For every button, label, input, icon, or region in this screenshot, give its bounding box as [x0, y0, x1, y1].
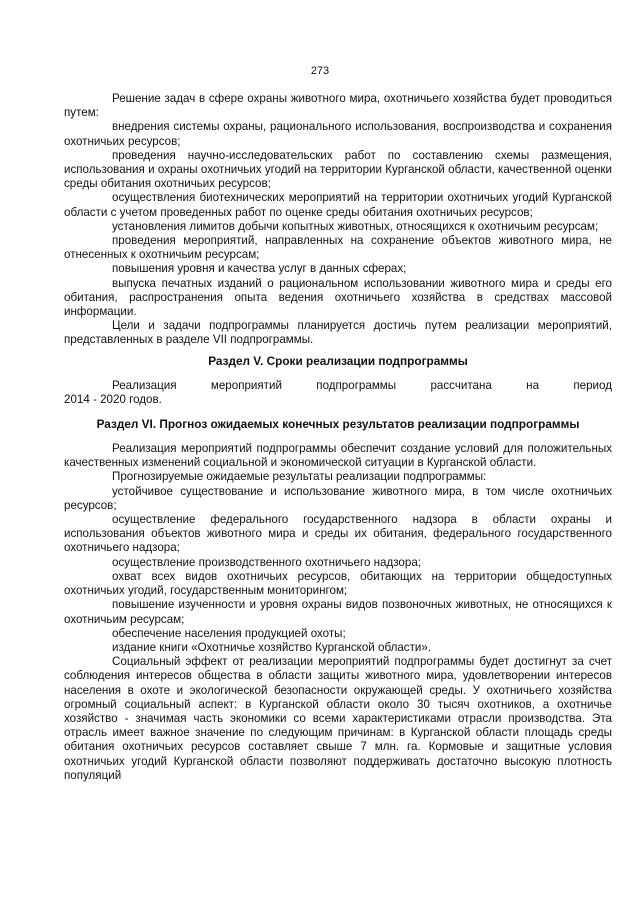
- paragraph: устойчивое существование и использование животного мира, в том числе охотничьих ресурсов;: [64, 484, 612, 512]
- paragraph: повышение изученности и уровня охраны видов позвоночных животных, не относящихся к охотничьим ресурсам;: [64, 598, 612, 626]
- section-6-heading: Раздел VI. Прогноз ожидаемых конечных результатов реализации подпрограммы: [96, 417, 580, 432]
- paragraph: повышения уровня и качества услуг в данных сферах;: [112, 262, 407, 276]
- paragraph: выпуска печатных изданий о рациональном использовании животного мира и среды его обитания, распространения опыта ведения охотничьего хозяйства в средствах массовой информации.: [64, 276, 612, 319]
- paragraph: установления лимитов добычи копытных животных, относящихся к охотничьим ресурсам;: [112, 219, 599, 233]
- paragraph: внедрения системы охраны, рационального использования, воспроизводства и сохранения охотничьих ресурсов;: [64, 120, 612, 148]
- paragraph: осуществления биотехнических мероприятий на территории охотничьих угодий Курганской области с учетом проведенных работ по оценке среды обитания охотничьих ресурсов;: [64, 191, 612, 219]
- page-content: [64, 92, 612, 783]
- paragraph: проведения научно-исследовательских работ по составлению схемы размещения, использования и охраны охотничьих угодий на территории Курганской области, качественной оценки среды обитания охотничьих ресурсов;: [64, 148, 612, 191]
- paragraph: охват всех видов охотничьих ресурсов, обитающих на территории общедоступных охотничьих угодий, государственным мониторингом;: [64, 569, 612, 598]
- paragraph: обеспечение населения продукцией охоты;: [112, 626, 346, 640]
- paragraph: Прогнозируемые ожидаемые результаты реализации подпрограммы:: [112, 470, 487, 484]
- paragraph: издание книги «Охотничье хозяйство Курганской области».: [112, 640, 432, 654]
- paragraph: Реализация мероприятий подпрограммы обеспечит создание условий для положительных качественных изменений социальной и экономической ситуации в Курганской области.: [64, 442, 612, 470]
- paragraph: проведения мероприятий, направленных на сохранение объектов животного мира, не отнесенных к охотничьим ресурсам;: [64, 234, 612, 262]
- paragraph: осуществление производственного охотничьего надзора;: [112, 555, 421, 569]
- paragraph: осуществление федерального государственного надзора в области охраны и использования объектов животного мира и среды их обитания, федерального государственного охотничьего надзора;: [64, 513, 612, 555]
- paragraph: Цели и задачи подпрограммы планируется достичь путем реализации мероприятий, представленных в разделе VII подпрограммы.: [64, 319, 612, 347]
- page-number: 273: [310, 65, 330, 77]
- paragraph: Социальный эффект от реализации мероприятий подпрограммы будет достигнут за счет соблюдения интересов общества в области защиты животного мира, удовлетворении интересов населения в охоте и экологической безопасности окружающей среды. У охотничьего хозяйства огромный социальный аспект: в Курганской области около 30 тысяч охотников, а охотничье хозяйство - значимая часть экономики со всеми характеристиками отрасли производства. Эта отрасль имеет важное значение по следующим причинам: в Курганской области площадь среды обитания охотничьих ресурсов составляет свыше 7 млн. га. Кормовые и защитные условия охотничьих угодий Курганской области позволяют поддерживать достаточно высокую плотность популяций: [64, 655, 612, 782]
- paragraph: Решение задач в сфере охраны животного мира, охотничьего хозяйства будет проводиться путем:: [64, 92, 612, 120]
- paragraph: Реализация мероприятий подпрограммы рассчитана на период: [112, 378, 612, 392]
- section-5-heading: Раздел V. Сроки реализации подпрограммы: [208, 353, 468, 368]
- paragraph: 2014 - 2020 годов.: [64, 392, 162, 406]
